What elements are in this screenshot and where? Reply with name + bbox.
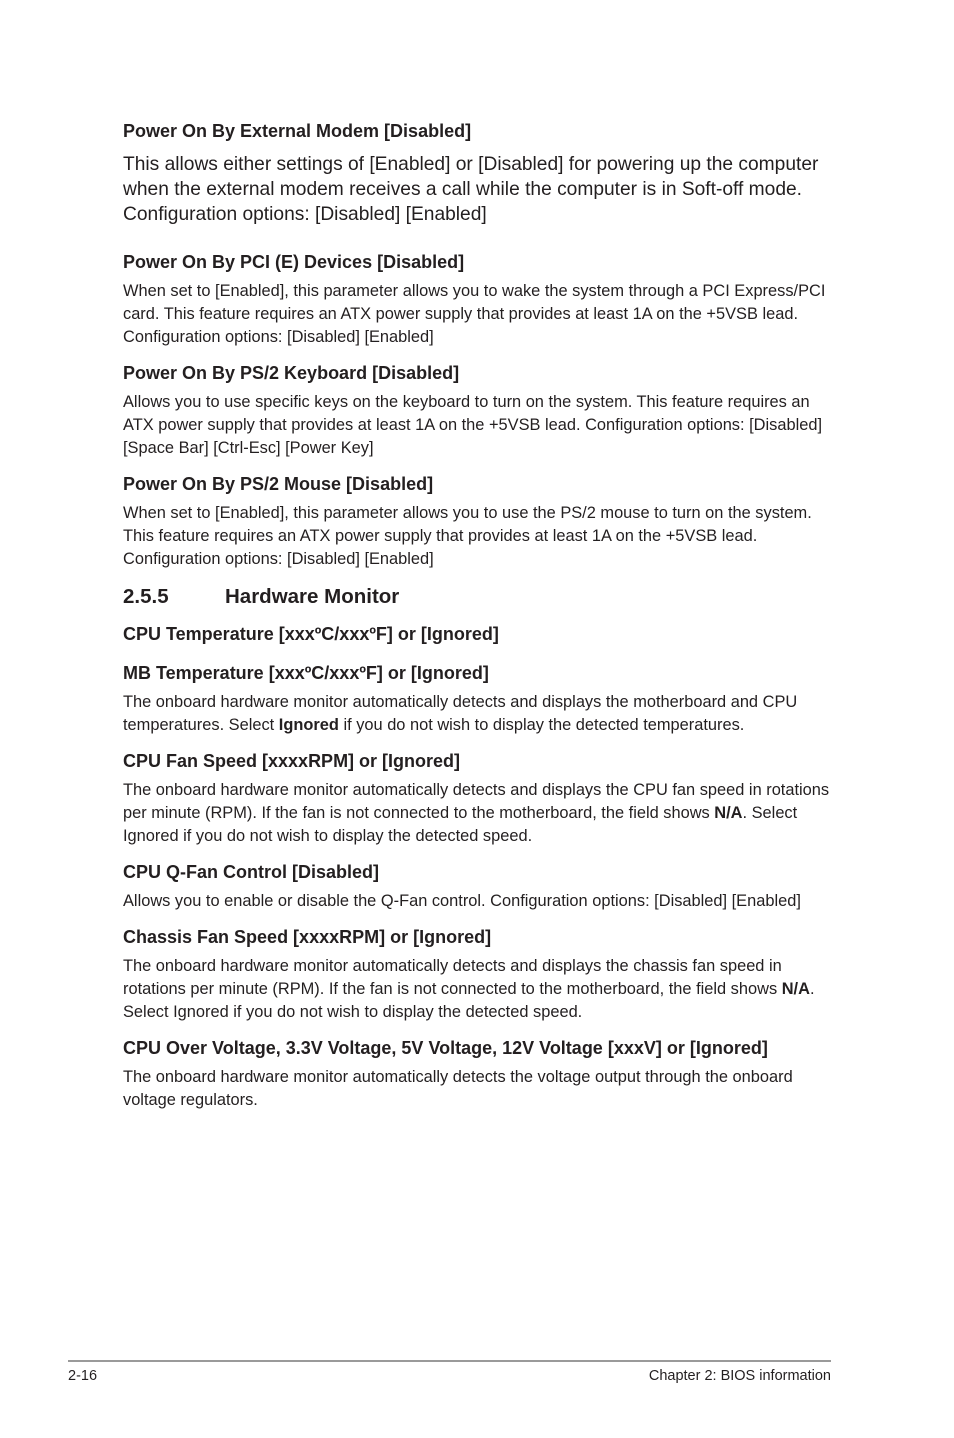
section-number: 2.5.5 xyxy=(123,585,169,608)
item-title: CPU Over Voltage, 3.3V Voltage, 5V Voltage, 12V Voltage [xxxV] or [Ignored] xyxy=(123,1038,768,1058)
item-body: Allows you to use specific keys on the keyboard to turn on the system. This feature requires an ATX power supply that provides at least 1A on the +5VSB lead. Configuration options: [Disabled] [Space Bar] [Ctrl-Esc] [Power Key] xyxy=(123,393,822,457)
item-pci-devices xyxy=(123,251,835,349)
item-title: MB Temperature [xxxºC/xxxºF] or [Ignored] xyxy=(123,663,489,683)
section-title: Hardware Monitor xyxy=(225,585,400,608)
page-content xyxy=(123,120,835,1125)
item-ps2-keyboard xyxy=(123,362,835,460)
item-qfan-control xyxy=(123,861,835,913)
body-bold-text: Ignored xyxy=(278,716,339,734)
item-body: This allows either settings of [Enabled] or [Disabled] for powering up the computer when the external modem receives a call while the computer is in Soft-off mode. Configuration options: [Disabled] [Enabled] xyxy=(123,154,819,225)
body-text: . Select Ignored if you do not wish to display the detected speed. xyxy=(123,804,798,845)
footer-divider xyxy=(68,1360,831,1362)
item-body: When set to [Enabled], this parameter allows you to wake the system through a PCI Express/PCI card. This feature requires an ATX power supply that provides at least 1A on the +5VSB lead. Configuration options: [Disabled] [Enabled] xyxy=(123,282,826,346)
item-title: Power On By PS/2 Mouse [Disabled] xyxy=(123,474,434,494)
body-text: The onboard hardware monitor automatically detects and displays the CPU fan speed in rotations per minute (RPM). If the fan is not connected to the motherboard, the field shows xyxy=(123,781,830,822)
item-chassis-fan-speed xyxy=(123,926,835,1024)
body-bold-text: N/A xyxy=(714,804,743,822)
item-body xyxy=(123,779,835,848)
item-title: Power On By PCI (E) Devices [Disabled] xyxy=(123,252,465,272)
item-mb-temperature xyxy=(123,662,835,737)
body-text: The onboard hardware monitor automatically detects and displays the chassis fan speed in rotations per minute (RPM). If the fan is not connected to the motherboard, the field shows xyxy=(123,957,782,998)
item-body: When set to [Enabled], this parameter allows you to use the PS/2 mouse to turn on the system. This feature requires an ATX power supply that provides at least 1A on the +5VSB lead. Configuration options: [Disabled] [Enabled] xyxy=(123,504,812,568)
item-external-modem xyxy=(123,120,835,227)
item-body: The onboard hardware monitor automatically detects the voltage output through the onboard voltage regulators. xyxy=(123,1068,793,1109)
item-body xyxy=(123,955,835,1024)
chapter-title: Chapter 2: BIOS information xyxy=(648,1368,831,1384)
page-number: 2-16 xyxy=(68,1368,98,1384)
item-title: CPU Temperature [xxxºC/xxxºF] or [Ignored] xyxy=(123,624,499,644)
item-voltage xyxy=(123,1037,835,1112)
body-text: . Select Ignored if you do not wish to display the detected speed. xyxy=(123,980,815,1021)
item-body xyxy=(123,691,835,737)
item-title: CPU Q-Fan Control [Disabled] xyxy=(123,862,379,882)
item-title: Power On By External Modem [Disabled] xyxy=(123,121,472,141)
item-title: Power On By PS/2 Keyboard [Disabled] xyxy=(123,363,460,383)
item-body: Allows you to enable or disable the Q-Fan control. Configuration options: [Disabled] [Enabled] xyxy=(123,892,801,910)
item-title: Chassis Fan Speed [xxxxRPM] or [Ignored] xyxy=(123,927,492,947)
section-heading xyxy=(123,584,835,610)
body-text: if you do not wish to display the detected temperatures. xyxy=(338,716,745,734)
item-ps2-mouse xyxy=(123,473,835,571)
item-title: CPU Fan Speed [xxxxRPM] or [Ignored] xyxy=(123,751,461,771)
item-cpu-temperature xyxy=(123,623,835,645)
body-bold-text: N/A xyxy=(781,980,810,998)
item-cpu-fan-speed xyxy=(123,750,835,848)
body-text: The onboard hardware monitor automatically detects and displays the motherboard and CPU temperatures. Select xyxy=(123,693,798,734)
